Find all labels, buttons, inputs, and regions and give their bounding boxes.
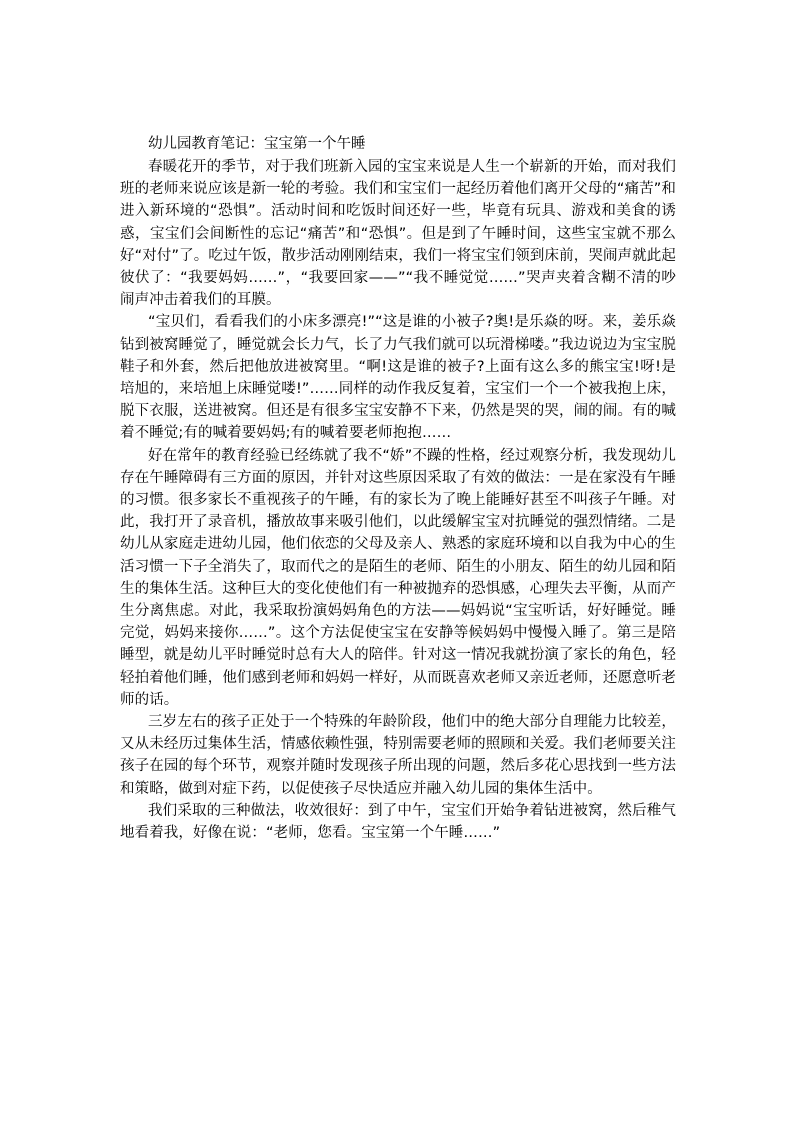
paragraph-3: 好在常年的教育经验已经练就了我不“娇”不躁的性格，经过观察分析，我发现幼儿存在午睡障碍有三方面的原因，并针对这些原因采取了有效的做法：一是在家没有午睡的习惯。很多家长不重视孩子的午睡，有的家长为了晚上能睡好甚至不叫孩子午睡。对此，我打开了录音机，播放故事来吸引他们，以此缓解宝宝对抗睡觉的强烈情绪。二是幼儿从家庭走进幼儿园，他们依恋的父母及亲人、熟悉的家庭环境和以自我为中心的生活习惯一下子全消失了，取而代之的是陌生的老师、陌生的小朋友、陌生的幼儿园和陌生的集体生活。这种巨大的变化使他们有一种被抛弃的恐惧感，心理失去平衡，从而产生分离焦虑。对此，我采取扮演妈妈角色的方法——妈妈说“宝宝听话，好好睡觉。睡完觉，妈妈来接你……”。这个方法促使宝宝在安静等候妈妈中慢慢入睡了。第三是陪睡型，就是幼儿平时睡觉时总有大人的陪伴。针对这一情况我就扮演了家长的角色，轻轻拍着他们睡，他们感到老师和妈妈一样好，从而既喜欢老师又亲近老师，还愿意听老师的话。 bbox=[120, 447, 676, 708]
paragraph-1: 春暖花开的季节，对于我们班新入园的宝宝来说是人生一个崭新的开始，而对我们班的老师来说应该是新一轮的考验。我们和宝宝们一起经历着他们离开父母的“痛苦”和进入新环境的“恐惧”。活动时间和吃饭时间还好一些，毕竟有玩具、游戏和美食的诱惑，宝宝们会间断性的忘记“痛苦”和“恐惧”。但是到了午睡时间，这些宝宝就不那么好“对付”了。吃过午饭，散步活动刚刚结束，我们一将宝宝们领到床前，哭闹声就此起彼伏了：“我要妈妈……”，“我要回家——”“我不睡觉觉……”哭声夹着含糊不清的吵闹声冲击着我们的耳膜。 bbox=[120, 159, 676, 309]
document-title: 幼儿园教育笔记：宝宝第一个午睡 bbox=[148, 136, 366, 152]
paragraph-2: “宝贝们，看看我们的小床多漂亮!”“这是谁的小被子?奥!是乐焱的呀。来，姜乐焱钻到被窝睡觉了，睡觉就会长力气，长了力气我们就可以玩滑梯喽。”我边说边为宝宝脱鞋子和外套，然后把他放进被窝里。“啊!这是谁的被子?上面有这么多的熊宝宝!呀!是培旭的，来培旭上床睡觉喽!”……同样的动作我反复着，宝宝们一个一个被我抱上床，脱下衣服，送进被窝。但还是有很多宝宝安静不下来，仍然是哭的哭，闹的闹。有的喊着不睡觉;有的喊着要妈妈;有的喊着要老师抱抱…… bbox=[120, 314, 676, 442]
paragraph-4: 三岁左右的孩子正处于一个特殊的年龄阶段，他们中的绝大部分自理能力比较差，又从未经历过集体生活，情感依赖性强，特别需要老师的照顾和关爱。我们老师要关注孩子在园的每个环节，观察并随时发现孩子所出现的问题，然后多花心思找到一些方法和策略，做到对症下药，以促使孩子尽快适应并融入幼儿园的集体生活中。 bbox=[120, 714, 676, 797]
document-page bbox=[120, 133, 676, 844]
paragraph-5: 我们采取的三种做法，收效很好：到了中午，宝宝们开始争着钻进被窝，然后稚气地看着我，好像在说：“老师，您看。宝宝第一个午睡……” bbox=[120, 802, 676, 842]
